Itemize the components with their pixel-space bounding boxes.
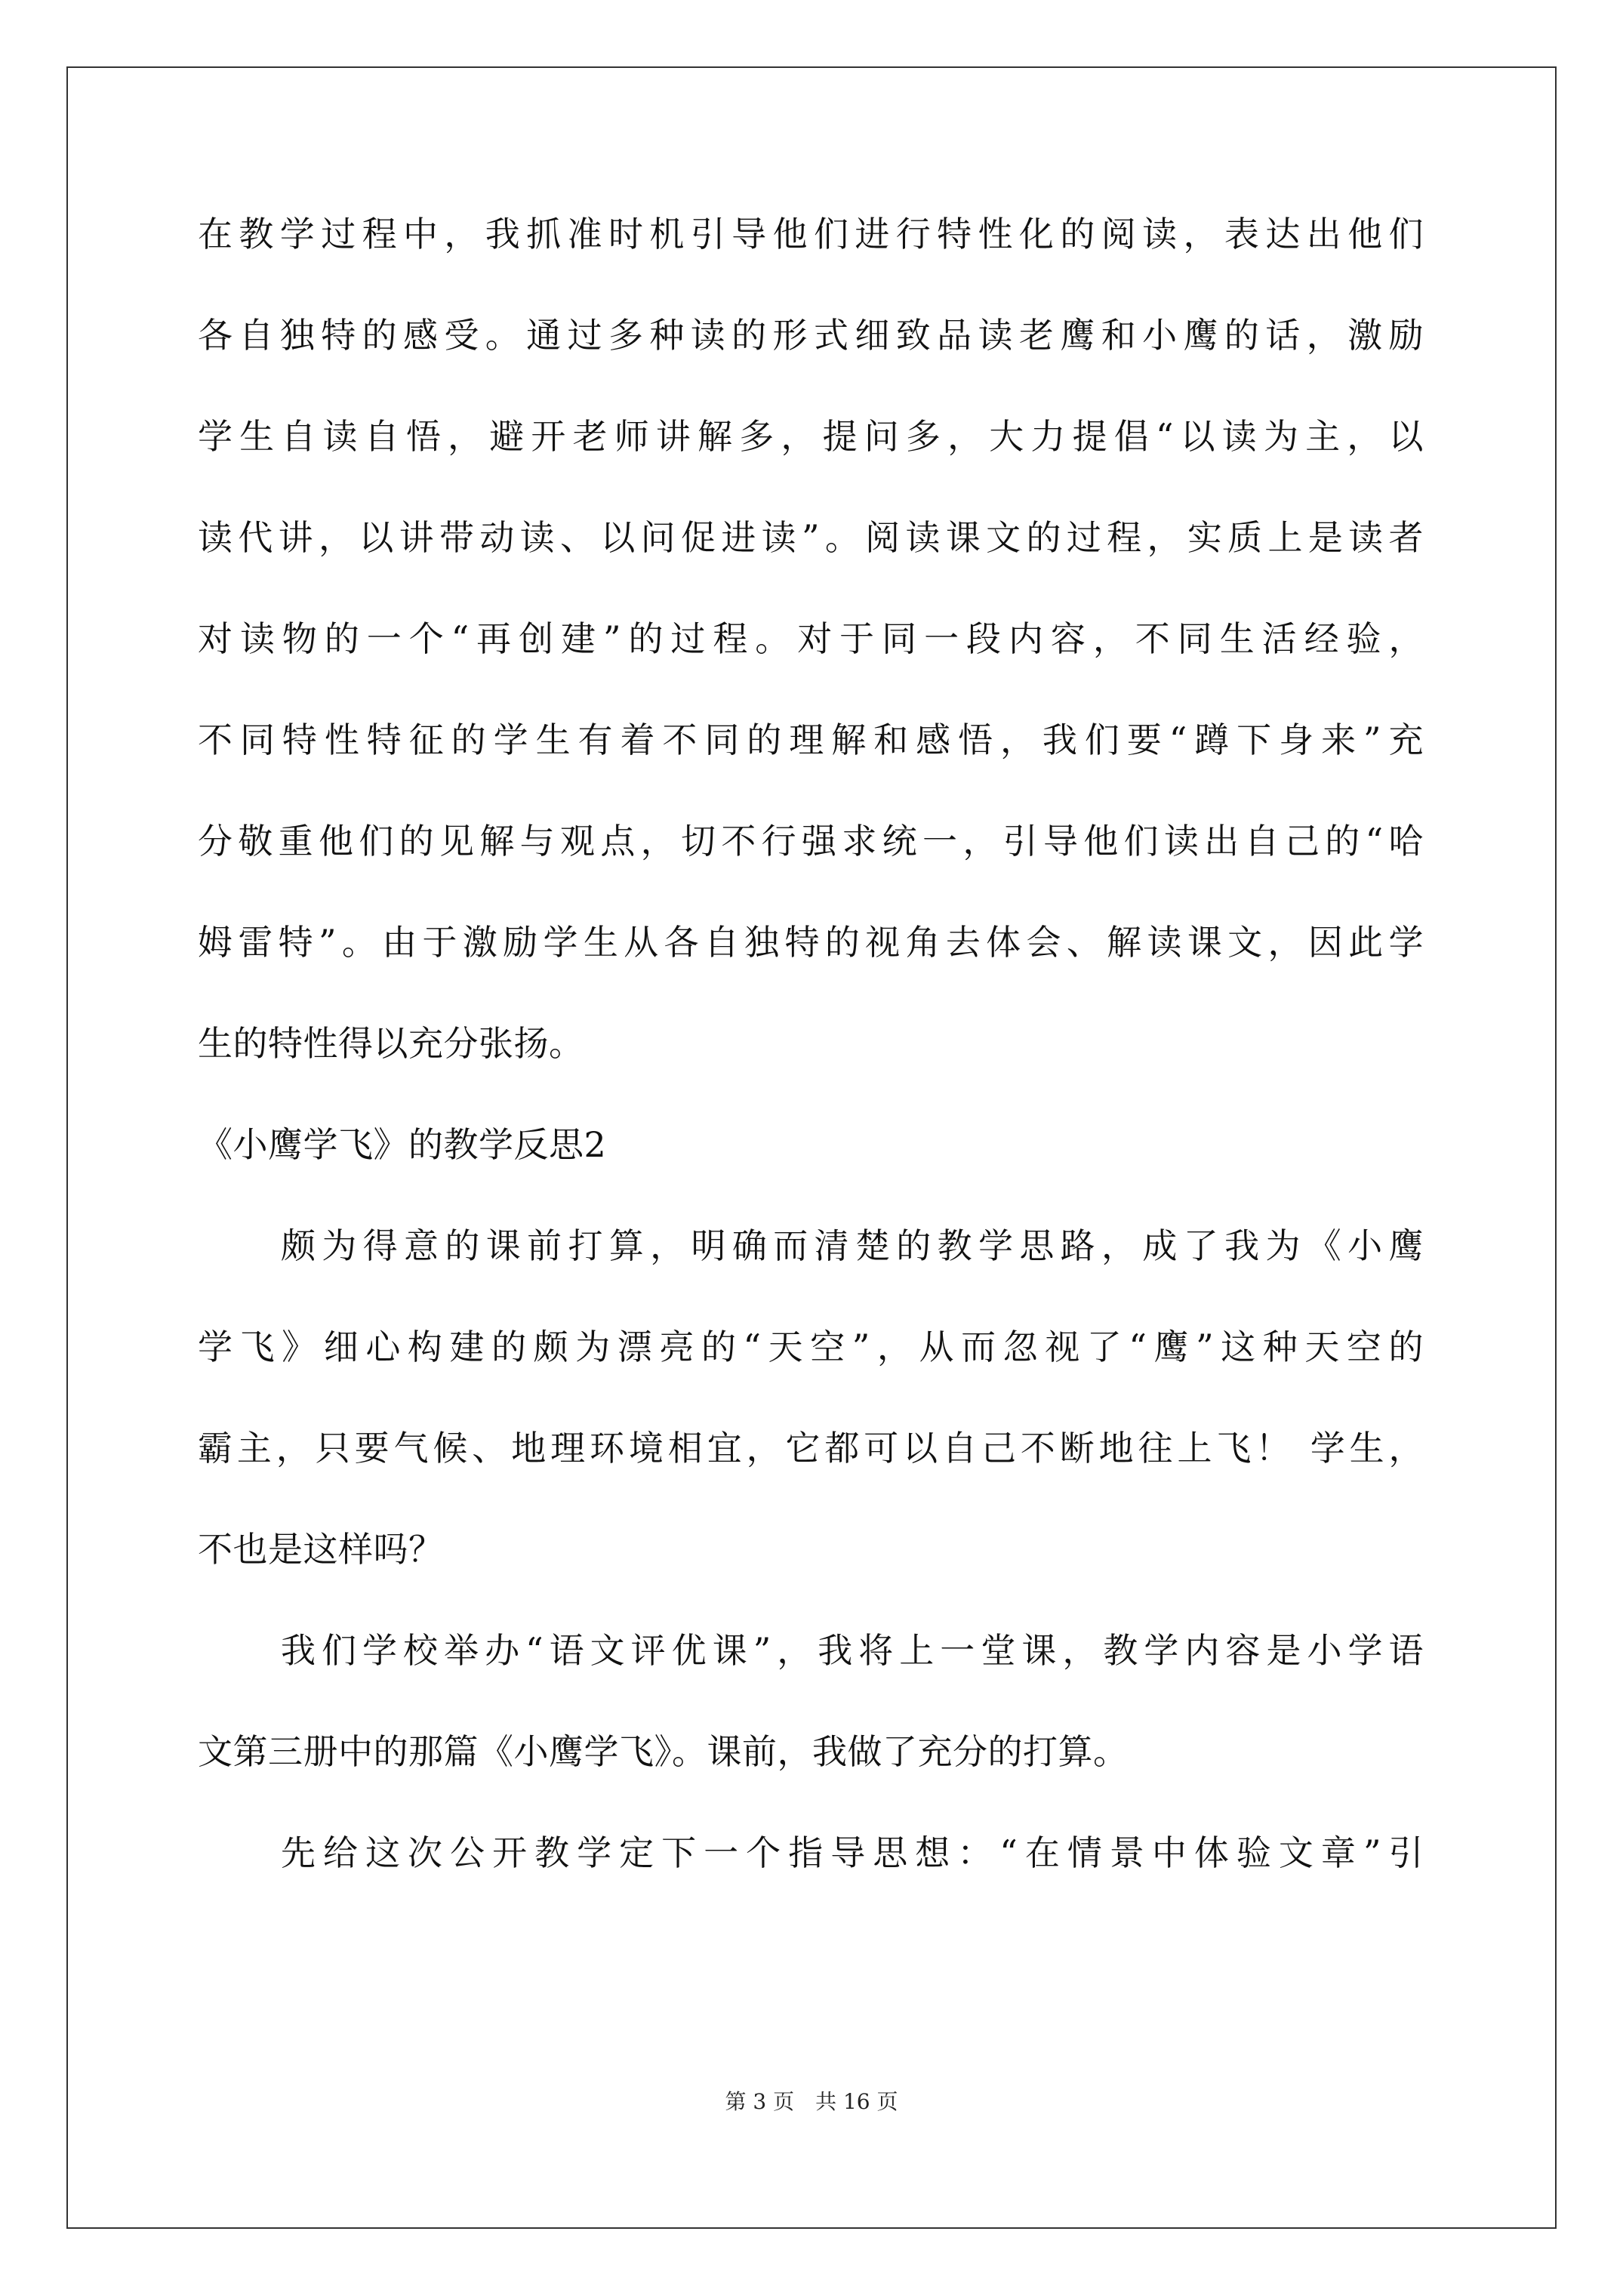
text-line: 霸主，只要气候、地理环境相宜，它都可以自己不断地往上飞！ 学生，	[198, 1428, 1424, 1469]
text-line: 在教学过程中，我抓准时机引导他们进行特性化的阅读，表达出他们	[198, 214, 1424, 254]
text-line: 我们学校举办“语文评优课”，我将上一堂课，教学内容是小学语	[281, 1630, 1424, 1671]
text-line: 学生自读自悟，避开老师讲解多，提问多，大力提倡“以读为主，以	[198, 416, 1424, 457]
page-number: 第 3 页 共 16 页	[725, 2089, 898, 2114]
text-line: 各自独特的感受。通过多种读的形式细致品读老鹰和小鹰的话，激励	[198, 315, 1424, 356]
text-line: 读代讲，以讲带动读、以问促进读”。阅读课文的过程，实质上是读者	[198, 517, 1424, 558]
section-heading: 《小鹰学飞》的教学反思2	[198, 1124, 607, 1165]
text-line: 分敬重他们的见解与观点，切不行强求统一，引导他们读出自己的“哈	[198, 821, 1424, 861]
text-line: 不同特性特征的学生有着不同的理解和感悟，我们要“蹲下身来”充	[198, 720, 1424, 760]
text-line: 颇为得意的课前打算，明确而清楚的教学思路，成了我为《小鹰	[281, 1225, 1424, 1266]
text-line: 生的特性得以充分张扬。	[198, 1023, 584, 1064]
text-line: 对读物的一个“再创建”的过程。对于同一段内容，不同生活经验，	[198, 618, 1424, 659]
text-line: 文第三册中的那篇《小鹰学飞》。课前，我做了充分的打算。	[198, 1731, 1129, 1772]
text-line: 先给这次公开教学定下一个指导思想：“在情景中体验文章”引	[281, 1832, 1424, 1873]
text-line: 学飞》细心构建的颇为漂亮的“天空”，从而忽视了“鹰”这种天空的	[198, 1327, 1424, 1367]
text-line: 姆雷特”。由于激励学生从各自独特的视角去体会、解读课文，因此学	[198, 922, 1424, 963]
text-line: 不也是这样吗？	[198, 1529, 444, 1570]
